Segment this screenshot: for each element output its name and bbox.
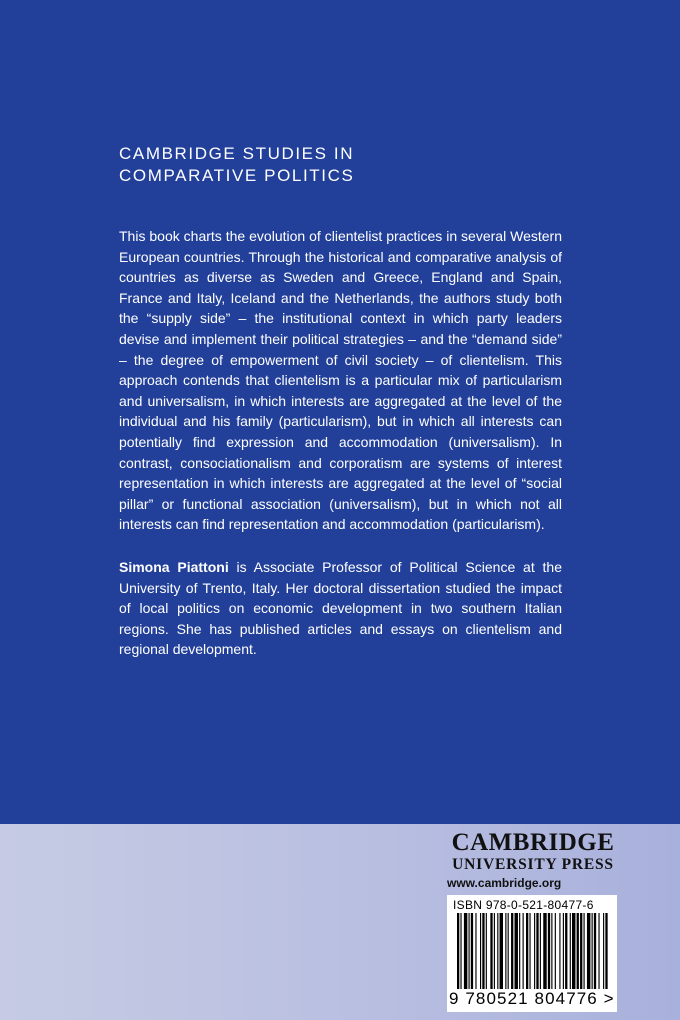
- barcode-bar: [460, 913, 461, 989]
- publisher-press: UNIVERSITY PRESS: [452, 856, 614, 873]
- barcode-bar: [511, 913, 513, 989]
- author-bio-text: is Associate Professor of Political Science at the University of Trento, Italy. Her doctoral dissertation studied the impact of local politics on economic development in two southern Italian regions. She has published articles and essays on clientelism and regional development.: [119, 559, 562, 658]
- barcode-bar: [555, 913, 556, 989]
- author-bio: [119, 557, 562, 660]
- barcode-bar: [563, 913, 564, 989]
- series-title: [119, 143, 354, 187]
- barcode-bar: [540, 913, 541, 989]
- barcode-bar: [471, 913, 473, 989]
- barcode-bar: [580, 913, 582, 989]
- barcode-bar: [497, 913, 498, 989]
- barcode-bars: [453, 913, 611, 989]
- barcode-bar: [526, 913, 528, 989]
- barcode-bar: [594, 913, 596, 989]
- barcode-bar: [598, 913, 599, 989]
- barcode-bar: [572, 913, 575, 989]
- publisher-url: www.cambridge.org: [447, 876, 562, 890]
- barcode-bar: [570, 913, 571, 989]
- barcode-bar: [464, 913, 467, 989]
- barcode-bar: [490, 913, 492, 989]
- barcode-bar: [515, 913, 518, 989]
- author-name: Simona Piattoni: [119, 559, 229, 575]
- barcode-bar: [584, 913, 585, 989]
- barcode-bar: [469, 913, 470, 989]
- series-title-line-1: CAMBRIDGE STUDIES IN: [119, 144, 355, 163]
- barcode-bar: [508, 913, 509, 989]
- barcode-bar: [500, 913, 503, 989]
- barcode-bar: [494, 913, 495, 989]
- barcode-bar: [519, 913, 520, 989]
- barcode-bar: [587, 913, 590, 989]
- isbn-label: ISBN 978-0-521-80477-6: [453, 898, 594, 912]
- barcode-bar: [482, 913, 484, 989]
- publisher-logo: [447, 829, 619, 873]
- barcode-bar: [605, 913, 607, 989]
- barcode-bar: [523, 913, 524, 989]
- barcode-bar: [551, 913, 552, 989]
- barcode-box: [447, 895, 617, 1012]
- barcode-bar: [565, 913, 567, 989]
- barcode-bar: [505, 913, 506, 989]
- barcode-bar: [548, 913, 550, 989]
- barcode-bar: [603, 913, 604, 989]
- barcode-bar: [543, 913, 546, 989]
- barcode-bar: [577, 913, 579, 989]
- barcode-bar: [457, 913, 459, 989]
- series-title-line-2: COMPARATIVE POLITICS: [119, 166, 355, 185]
- barcode-bar: [536, 913, 538, 989]
- barcode-bar: [534, 913, 535, 989]
- publisher-name: CAMBRIDGE: [451, 829, 615, 856]
- barcode-bar: [592, 913, 593, 989]
- barcode-digits: 9 780521 804776 >: [449, 989, 615, 1008]
- barcode-bar: [475, 913, 476, 989]
- barcode-bar: [486, 913, 487, 989]
- book-description: This book charts the evolution of clientelist practices in several Western European countries. Through the historical and comparative analysis of countries as diverse as Sweden and Greece, England and Spain, France and Italy, Iceland and the Netherlands, the authors study both the “supply side” – the institutional context in which party leaders devise and implement their political strategies – and the “demand side” – the degree of empowerment of civil society – of clientelism. This approach contends that clientelism is a particular mix of particularism and universalism, in which interests are aggregated at the level of the individual and his family (particularism), but in which all interests can potentially find expression and accommodation (universalism). In contrast, consociationalism and corporatism are systems of interest representation in which interests are aggregated at the level of “social pillar” or functional association (universalism), but in which not all interests can find representation and accommodation (particularism).: [119, 228, 562, 533]
- barcode-bar: [529, 913, 530, 989]
- barcode-bar: [480, 913, 481, 989]
- barcode-bar: [559, 913, 560, 989]
